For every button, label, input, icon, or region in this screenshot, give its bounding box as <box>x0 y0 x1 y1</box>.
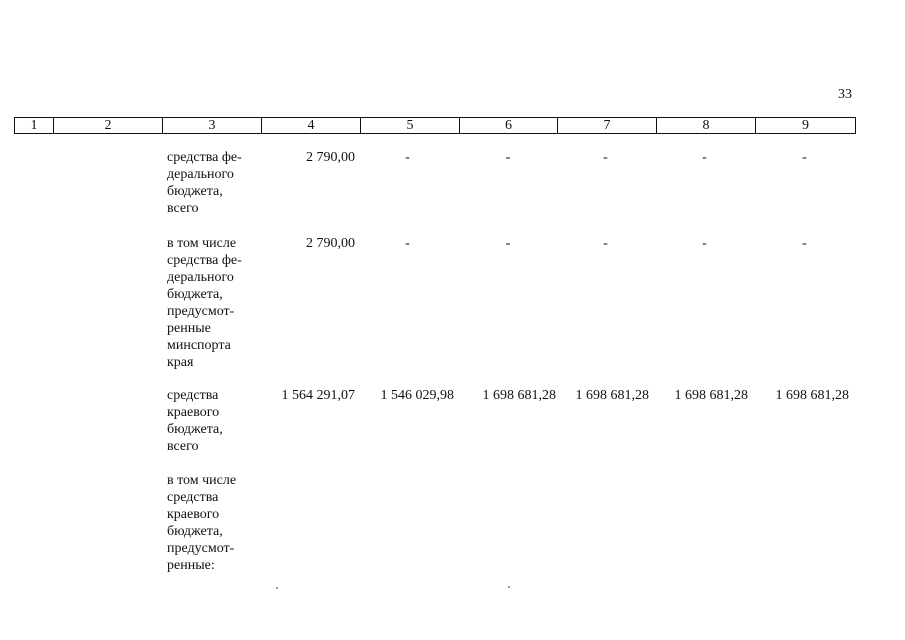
cell-value: - <box>603 150 608 165</box>
cell-value: - <box>505 236 511 251</box>
column-header-4: 4 <box>262 118 361 133</box>
cell-value: - <box>702 236 707 251</box>
column-header-1: 1 <box>15 118 54 133</box>
cell-value: 2 790,00 <box>306 150 355 165</box>
cell-value: - <box>702 150 707 165</box>
cell-value: 1 698 681,28 <box>674 388 748 403</box>
cell-value: 1 698 681,28 <box>775 388 849 403</box>
row-description: в том числе средства краевого бюджета, предусмот- ренные: <box>167 473 237 573</box>
scan-speck <box>508 586 510 588</box>
row-description: средства фе- дерального бюджета, всего <box>167 150 242 216</box>
cell-value: 1 698 681,28 <box>575 388 649 403</box>
column-header-3: 3 <box>163 118 262 133</box>
cell-value: 1 698 681,28 <box>482 388 556 403</box>
cell-value: - <box>405 150 410 165</box>
column-header-8: 8 <box>657 118 756 133</box>
column-header-7: 7 <box>558 118 657 133</box>
cell-value: - <box>802 236 807 251</box>
cell-value: - <box>505 150 511 165</box>
column-header-2: 2 <box>54 118 163 133</box>
cell-value: - <box>405 236 410 251</box>
row-description: в том числе средства фе- дерального бюджета, предусмот- ренные минспорта края <box>167 236 242 370</box>
cell-value: 1 564 291,07 <box>281 388 355 403</box>
cell-value: - <box>802 150 807 165</box>
column-header-9: 9 <box>802 118 809 133</box>
table-header-row <box>14 117 856 134</box>
column-header-5: 5 <box>361 118 460 133</box>
page-number: 33 <box>838 87 852 102</box>
scan-speck <box>276 587 278 589</box>
column-header-6: 6 <box>460 118 558 133</box>
cell-value: 1 546 029,98 <box>380 388 454 403</box>
row-description: средства краевого бюджета, всего <box>167 388 223 454</box>
cell-value: 2 790,00 <box>306 236 355 251</box>
cell-value: - <box>603 236 608 251</box>
